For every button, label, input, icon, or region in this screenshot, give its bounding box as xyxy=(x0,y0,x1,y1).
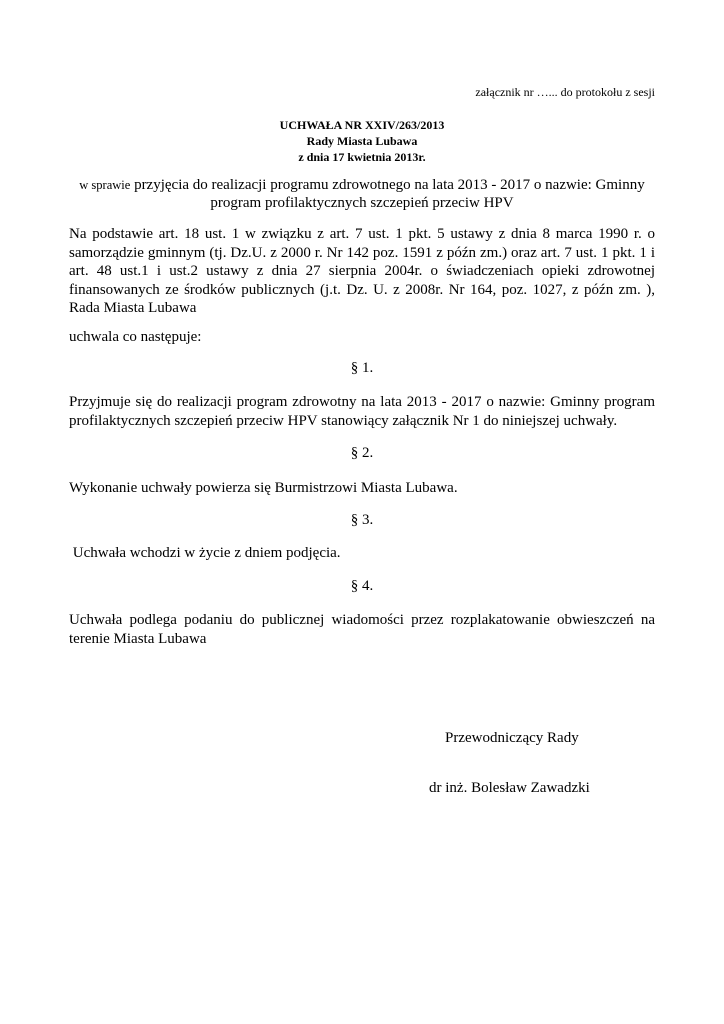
subject-prefix: w sprawie xyxy=(79,178,131,192)
section-mark-2: § 2. xyxy=(350,445,374,461)
section-text-1: Przyjmuje się do realizacji program zdrowotny na lata 2013 - 2017 o nazwie: Gminny program profilaktycznych szczepień przeciw HPV stanowiący załącznik Nr 1 do niniejszej uchwały. xyxy=(69,394,655,429)
legal-basis-paragraph: Na podstawie art. 18 ust. 1 w związku z art. 7 ust. 1 pkt. 5 ustawy z dnia 8 marca 1990 r. o samorządzie gminnym (tj. Dz.U. z 2000 r. Nr 142 poz. 1591 z późn zm.) oraz art. 7 ust. 1 pkt. 1 i art. 48 ust.1 i ust.2 ustawy z dnia 27 sierpnia 2004r. o świadczeniach opieki zdrowotnej finansowanych ze środków publicznych (j.t. Dz. U. z 2008r. Nr 164, poz. 1027, z późn zm. ), Rada Miasta Lubawa xyxy=(69,226,655,316)
resolution-issuer: Rady Miasta Lubawa xyxy=(306,134,418,148)
signature-role: Przewodniczący Rady xyxy=(445,730,579,746)
signature-name: dr inż. Bolesław Zawadzki xyxy=(429,780,590,796)
subject-text: przyjęcia do realizacji programu zdrowotnego na lata 2013 - 2017 o nazwie: Gminny program profilaktycznych szczepień przeciw HPV xyxy=(134,177,645,211)
resolution-date: z dnia 17 kwietnia 2013r. xyxy=(298,150,426,164)
section-mark-4: § 4. xyxy=(350,578,374,594)
resolution-title: UCHWAŁA NR XXIV/263/2013 xyxy=(279,118,445,132)
section-text-2: Wykonanie uchwały powierza się Burmistrzowi Miasta Lubawa. xyxy=(69,480,458,496)
resolution-subject xyxy=(69,176,655,212)
resolves-line: uchwala co następuje: xyxy=(69,329,202,345)
section-mark-1: § 1. xyxy=(350,360,374,376)
section-mark-3: § 3. xyxy=(350,512,374,528)
attachment-note: załącznik nr …... do protokołu z sesji xyxy=(475,85,655,99)
section-text-3: Uchwała wchodzi w życie z dniem podjęcia. xyxy=(69,545,341,561)
section-text-4: Uchwała podlega podaniu do publicznej wiadomości przez rozplakatowanie obwieszczeń na terenie Miasta Lubawa xyxy=(69,612,655,647)
